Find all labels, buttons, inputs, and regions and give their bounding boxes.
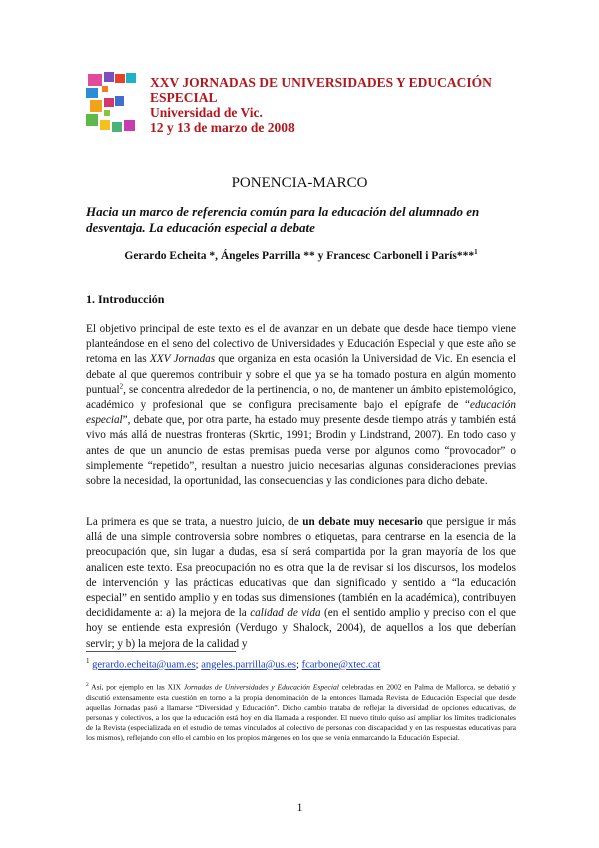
document-subtitle <box>86 204 516 236</box>
para1-text-d: ”, debate que, por otra parte, ha estado muy presente desde tiempo atrás y también está vivo más allá de nuestras fronteras (Skrtic, 1991; Brodin y Lindstrand, 2007). En todo caso y antes de que un anuncio de estas premisas pueda verse por algunos como “provocador” o simplemente “repetido”, resultan a nuestro juicio necesarias algunas consideraciones previas sobre la necesidad, la oportunidad, las consecuencias y las condiciones para dicho debate. <box>86 414 516 488</box>
page-number: 1 <box>296 800 303 814</box>
footnote-separator <box>86 651 236 652</box>
subtitle-line-2: desventaja. La educación especial a debate <box>86 220 315 235</box>
para1-text-c: , se concentra alrededor de la pertinencia, o no, de mantener un ámbito epistemológico, académico y profesional que se configura precisamente bajo el epígrafe de “ <box>86 383 516 412</box>
footnote2-number: 2 <box>86 682 89 688</box>
document-title: PONENCIA-MARCO <box>231 175 368 191</box>
conference-logo-icon <box>82 70 144 134</box>
footnote1-separator: ; <box>296 659 302 671</box>
para1-text-a: El objetivo principal de este texto es el de avanzar en un debate que desde hace tiempo viene planteándose en el seno del colectivo de Universidades y Educación Especial y que este año se retoma en las <box>86 323 516 366</box>
authors-text: Gerardo Echeita *, Ángeles Parrilla ** y Francesc Carbonell i París*** <box>124 249 475 262</box>
para1-text-b: que organiza en esta ocasión la Universidad de Vic. En esencia el debate al que queremos contribuir y sobre el que ya se ha tomado postura en algún momento puntual <box>86 353 516 396</box>
paragraph-2 <box>86 515 516 652</box>
footnote-1 <box>86 655 516 672</box>
email-link-echeita[interactable]: gerardo.echeita@uam.es <box>92 659 196 671</box>
para1-emphasis-c: educación especial <box>86 399 516 427</box>
conference-header <box>150 75 550 135</box>
section-heading: 1. Introducción <box>86 292 165 306</box>
email-link-carbonell[interactable]: fcarbone@xtec.cat <box>301 659 381 671</box>
header-line-4: 12 y 13 de marzo de 2008 <box>150 120 295 135</box>
header-line-2: ESPECIAL <box>150 90 218 105</box>
para2-text-c: (en el sentido amplio y preciso con el que hoy se entiende esta expresión (Verdugo y Shalock, 2004), de aquellos a los que deberían servir; y b) la mejora de la calidad y <box>86 607 516 650</box>
footnote2-emphasis: Jornadas de Universidades y Educación Especial <box>183 682 339 692</box>
para2-text-a: La primera es que se trata, a nuestro juicio, de <box>86 516 303 528</box>
para1-footnote-ref: 2 <box>119 382 124 391</box>
author-list <box>86 248 516 262</box>
subtitle-line-1: Hacia un marco de referencia común para la educación del alumnado en <box>86 204 480 219</box>
para2-emphasis: calidad de vida <box>250 607 321 620</box>
authors-footnote-ref: 1 <box>474 248 478 256</box>
footnote-2 <box>86 680 516 743</box>
para1-emphasis-a: XXV Jornadas <box>149 353 216 366</box>
para2-text-b: que persigue ir más allá de una simple controversia sobre nombres o etiquetas, para centrarse en la esencia de la preocupación que, sin lugar a dudas, esa sí será compartida por la gran mayoría de los que analicen este texto. Esa preocupación no es otra que la de revisar si los discursos, los modelos de intervención y las prácticas educativas que dan significado y sentido a “la educación especial” en sentido amplio y en todas sus dimensiones (también en la académica), contribuyen decididamente a: a) la mejora de la <box>86 516 516 620</box>
footnote1-number: 1 <box>86 657 90 665</box>
footnote2-text-b: celebradas en 2002 en Palma de Mallorca, se debatió y discutió extensamente esta cuestión en torno a la propia denominación de la entonces llamada Revista de Educación Especial que desde aquellas Jornadas pasó a llamarse “Diversidad y Educación”. Dicho cambio trataba de reflejar la diversidad de opciones educativas, de personas y colectivos, a los que la educación está hoy en día llamada a responder. El nuevo título quiso así ampliar los límites tradicionales de la Revista (especializada en el estudio de temas vinculados al colectivo de personas con discapacidad y en las respuestas educativas para los mismos), reflejando con ello el cambio en los propios márgenes en los que se venía enmarcando la Educación Especial. <box>86 682 516 742</box>
email-link-parrilla[interactable]: angeles.parrilla@us.es <box>201 659 297 671</box>
footnote1-separator: ; <box>195 659 202 671</box>
header-line-1: XXV JORNADAS DE UNIVERSIDADES Y EDUCACIÓN <box>150 75 492 90</box>
footnote2-text-a: Así, por ejemplo en las XIX <box>88 682 184 692</box>
header-line-3: Universidad de Vic. <box>150 105 263 120</box>
paragraph-1 <box>86 322 516 489</box>
para2-strong: un debate muy necesario <box>302 516 423 528</box>
